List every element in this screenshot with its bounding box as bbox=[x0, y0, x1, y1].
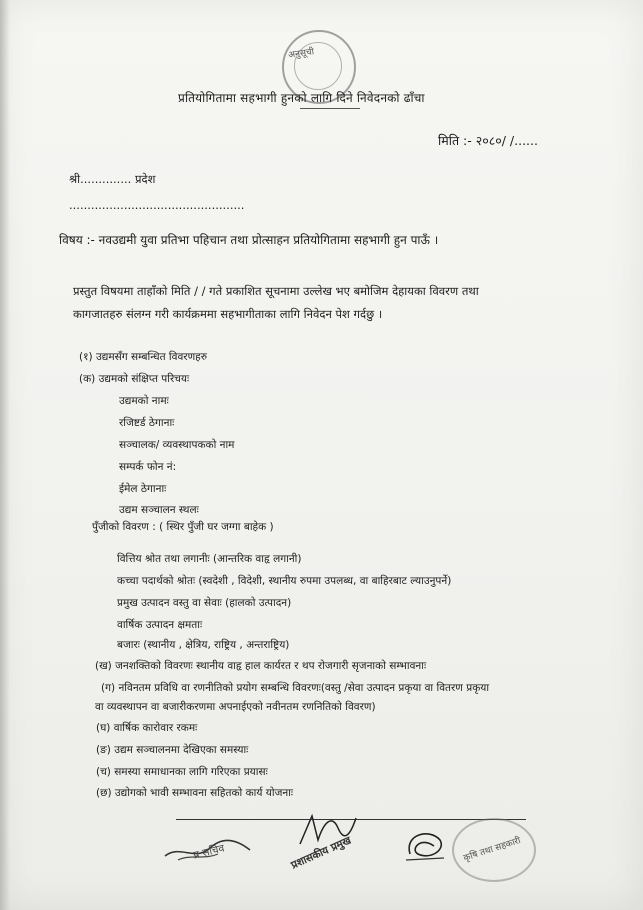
capital-item-raw-material: कच्चा पदार्थको श्रोतः (स्वदेशी , विदेशी, स्थानीय रुपमा उपलब्ध, वा बाहिरबाट ल्याउनुपर्ने) bbox=[117, 575, 452, 587]
capital-heading: पुँजीको विवरण : ( स्थिर पुँजी घर जग्गा बाहेक ) bbox=[92, 521, 274, 533]
field-contact-phone: सम्पर्क फोन नं: bbox=[119, 461, 177, 473]
date-line: मिति :- २०८०/ /...... bbox=[438, 133, 538, 148]
scan-edge bbox=[0, 0, 10, 910]
signature-right bbox=[400, 824, 450, 866]
section-ka-heading: (क) उद्यमको संक्षिप्त परिचयः bbox=[79, 373, 190, 385]
field-email: ईमेल ठेगानाः bbox=[119, 483, 167, 495]
section-1-heading: (१) उद्यमसँग सम्बन्धित विवरणहरु bbox=[79, 351, 208, 363]
subject-line: विषय :- नवउद्यमी युवा प्रतिभा पहिचान तथा प्रोत्साहन प्रतियोगितामा सहभागी हुन पाऊँ । bbox=[59, 233, 439, 247]
field-registered-address: रजिष्टर्ड ठेगानाः bbox=[119, 417, 175, 429]
section-kha: (ख) जनशक्तिको विवरणः स्थानीय वाहृ हाल कार्यरत र थप रोजगारी सृजनाको सम्भावनाः bbox=[95, 660, 427, 672]
field-enterprise-name: उद्यमको नामः bbox=[119, 395, 169, 407]
section-ga-line-2: वा व्यवस्थापन वा बजारीकरणमा अपनाईएको नवीनतम रणनितिको विवरण) bbox=[95, 701, 376, 713]
capital-item-main-product: प्रमुख उत्पादन वस्तु वा सेवाः (हालको उत्पादन) bbox=[117, 597, 292, 609]
section-chha: (छ) उद्योगको भावी सम्भावना सहितको कार्य योजनाः bbox=[96, 787, 294, 799]
seal-label: अनुसूची bbox=[287, 47, 315, 61]
section-ga-line-1: (ग) नविनतम प्रविधि वा रणनीतिको प्रयोग सम्बन्धि विवरणः(वस्तु /सेवा उत्पादन प्रकृया वा वितरण प्रकृया bbox=[101, 682, 490, 694]
capital-item-annual-capacity: वार्षिक उत्पादन क्षमताः bbox=[117, 619, 203, 631]
office-seal-bottom bbox=[452, 818, 536, 882]
section-nga: (ङ) उद्यम सञ्चालनमा देखिएका समस्याः bbox=[96, 744, 249, 756]
field-manager-name: सञ्चालक/ व्यवस्थापकको नाम bbox=[119, 439, 235, 451]
title-underline bbox=[300, 108, 360, 109]
section-gha: (घ) वार्षिक कारोवार रकमः bbox=[96, 722, 198, 734]
field-operation-site: उद्यम सञ्चालन स्थलः bbox=[119, 504, 199, 516]
capital-item-market: बजारः (स्थानीय , क्षेत्रिय, राष्ट्रिय , अन्तराष्ट्रिय) bbox=[117, 639, 290, 651]
recipient-line-1: श्री.............. प्रदेश bbox=[69, 172, 156, 186]
recipient-line-2: ................................................ bbox=[69, 198, 245, 212]
body-line-2: कागजातहरु संलग्न गरी कार्यक्रममा सहभागीताका लागि निवेदन पेश गर्दछु । bbox=[73, 307, 383, 321]
capital-item-finance: वित्तिय श्रोत तथा लगानीः (आन्तरिक वाहृ लगानी) bbox=[117, 553, 302, 565]
signature-middle-label: प्रशासकीय प्रमुख bbox=[289, 834, 353, 872]
document-title: प्रतियोगितामा सहभागी हुनको लागि दिने निवेदनको ढाँचा bbox=[178, 91, 425, 105]
signature-left-label: प्र सचिव bbox=[192, 842, 226, 862]
section-cha: (च) समस्या समाधानका लागि गरिएका प्रयासः bbox=[96, 766, 268, 778]
seal-bottom-label: कृषि तथा सहकारी bbox=[462, 835, 523, 864]
body-line-1: प्रस्तुत विषयमा ताहाँको मिति / / गते प्रकाशित सूचनामा उल्लेख भए बमोजिम देहायका विवरण तथा bbox=[73, 284, 479, 298]
